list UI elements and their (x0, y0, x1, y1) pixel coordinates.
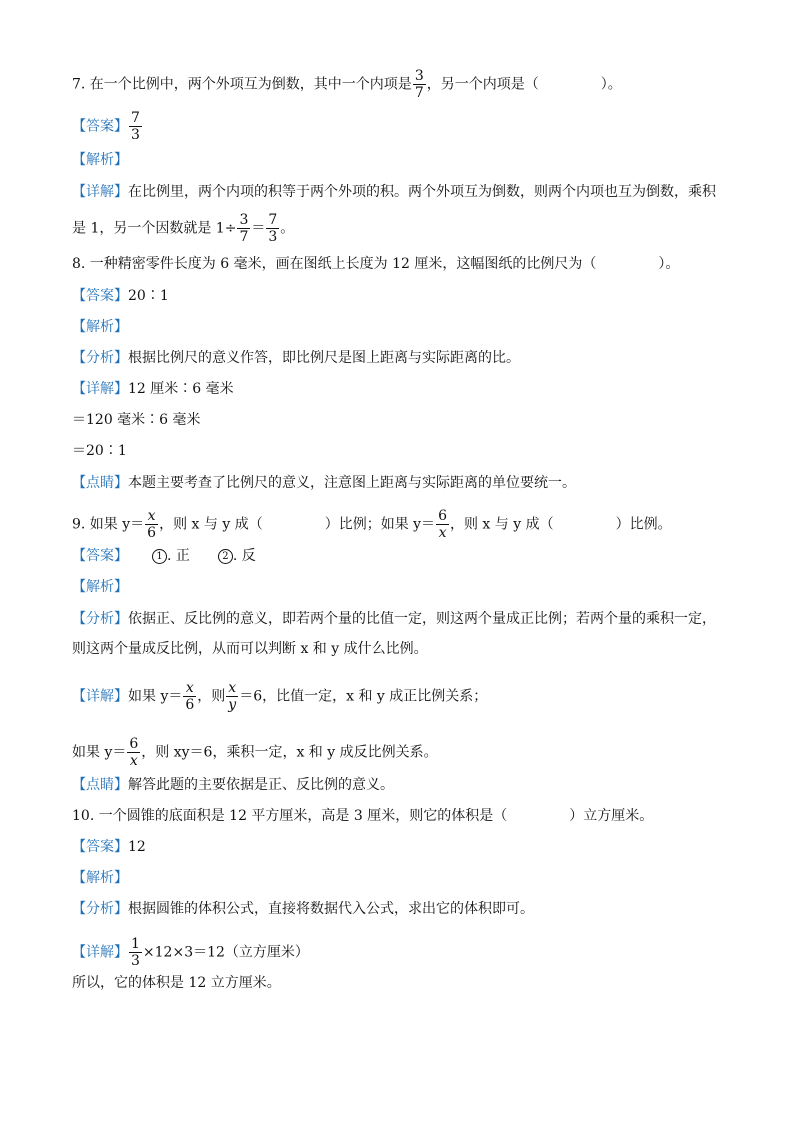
q7-answer-fraction: $\frac{7}{3}$ (131, 110, 140, 143)
q7-detail-1: 【详解】在比例里，两个内项的积等于两个外项的积。两个外项互为倒数，则两个内项也互为倒数，乘积 (72, 184, 716, 200)
q9-answer: 【答案】 1 . 正 2 . 反 (72, 548, 256, 564)
q7-answer: 【答案】 $\frac{7}{3}$ (72, 110, 140, 143)
q10-analysis-tag: 【解析】 (72, 870, 128, 886)
q7-detail-2: 是 1，另一个因数就是 1÷ $\frac{3}{7}$ ＝ $\frac{7}{3}$ 。 (72, 212, 295, 245)
q7-fraction: $\frac{3}{7}$ (414, 68, 424, 101)
q9-fraction-2: $\frac{6}{x}$ (438, 508, 447, 541)
q8-dianjing: 【点睛】本题主要考查了比例尺的意义，注意图上距离与实际距离的单位要统一。 (72, 475, 576, 491)
q10-answer: 【答案】12 (72, 839, 146, 855)
q9-stem: 9. 如果 y＝ $\frac{x}{6}$ ，则 x 与 y 成（ ）比例；如果 y＝ $\frac{6}{x}$ ，则 x 与 y 成（ ）比例。 (72, 508, 672, 541)
q9-detail-fraction-2: $\frac{x}{y}$ (228, 680, 237, 713)
q9-fenxi-2: 则这两个量成反比例，从而可以判断 x 和 y 成什么比例。 (72, 641, 428, 657)
q9-detail-fraction-1: $\frac{x}{6}$ (185, 680, 195, 713)
q9-answer-mark-1: 1 (152, 549, 167, 564)
q8-stem: 8. 一种精密零件长度为 6 毫米，画在图纸上长度为 12 厘米，这幅图纸的比例尺为（ ）。 (72, 256, 680, 272)
q10-fenxi: 【分析】根据圆锥的体积公式，直接将数据代入公式，求出它的体积即可。 (72, 901, 534, 917)
q8-detail-1: 【详解】12 厘米∶6 毫米 (72, 381, 234, 397)
q8-detail-2: ＝120 毫米∶6 毫米 (72, 412, 201, 428)
q10-detail: 【详解】 $\frac{1}{3}$ ×12×3＝12（立方厘米） (72, 936, 309, 969)
q9-analysis-tag: 【解析】 (72, 579, 128, 595)
q9-detail-fraction-3: $\frac{6}{x}$ (129, 736, 139, 769)
q8-fenxi: 【分析】根据比例尺的意义作答，即比例尺是图上距离与实际距离的比。 (72, 350, 520, 366)
q10-detail-fraction: $\frac{1}{3}$ (131, 936, 140, 969)
q7-stem: 7. 在一个比例中，两个外项互为倒数，其中一个内项是 $\frac{3}{7}$ ，另一个内项是（ ）。 (72, 68, 622, 101)
q7-detail-fraction-1: $\frac{3}{7}$ (239, 212, 249, 245)
q9-answer-mark-2: 2 (218, 549, 233, 564)
q9-fenxi-1: 【分析】依据正、反比例的意义，即若两个量的比值一定，则这两个量成正比例；若两个量的乘积一定， (72, 611, 716, 627)
q10-conclusion: 所以，它的体积是 12 立方厘米。 (72, 975, 281, 991)
q7-analysis-tag: 【解析】 (72, 152, 128, 168)
q7-detail-fraction-2: $\frac{7}{3}$ (268, 212, 278, 245)
q9-detail-1: 【详解】如果 y＝ $\frac{x}{6}$ ，则 $\frac{x}{y}$ ＝6，比值一定，x 和 y 成正比例关系； (72, 680, 488, 713)
q8-analysis-tag: 【解析】 (72, 319, 128, 335)
q9-fraction-1: $\frac{x}{6}$ (147, 508, 157, 541)
q7-stem-text: 7. 在一个比例中，两个外项互为倒数，其中一个内项是 (72, 76, 412, 93)
q9-dianjing: 【点睛】解答此题的主要依据是正、反比例的意义。 (72, 777, 394, 793)
q8-detail-3: ＝20∶1 (72, 443, 127, 459)
q9-detail-2: 如果 y＝ $\frac{6}{x}$ ，则 xy＝6，乘积一定，x 和 y 成反比例关系。 (72, 736, 438, 769)
q10-stem: 10. 一个圆锥的底面积是 12 平方厘米，高是 3 厘米，则它的体积是（ ）立方厘米。 (72, 808, 654, 824)
q8-answer: 【答案】20∶1 (72, 288, 169, 304)
